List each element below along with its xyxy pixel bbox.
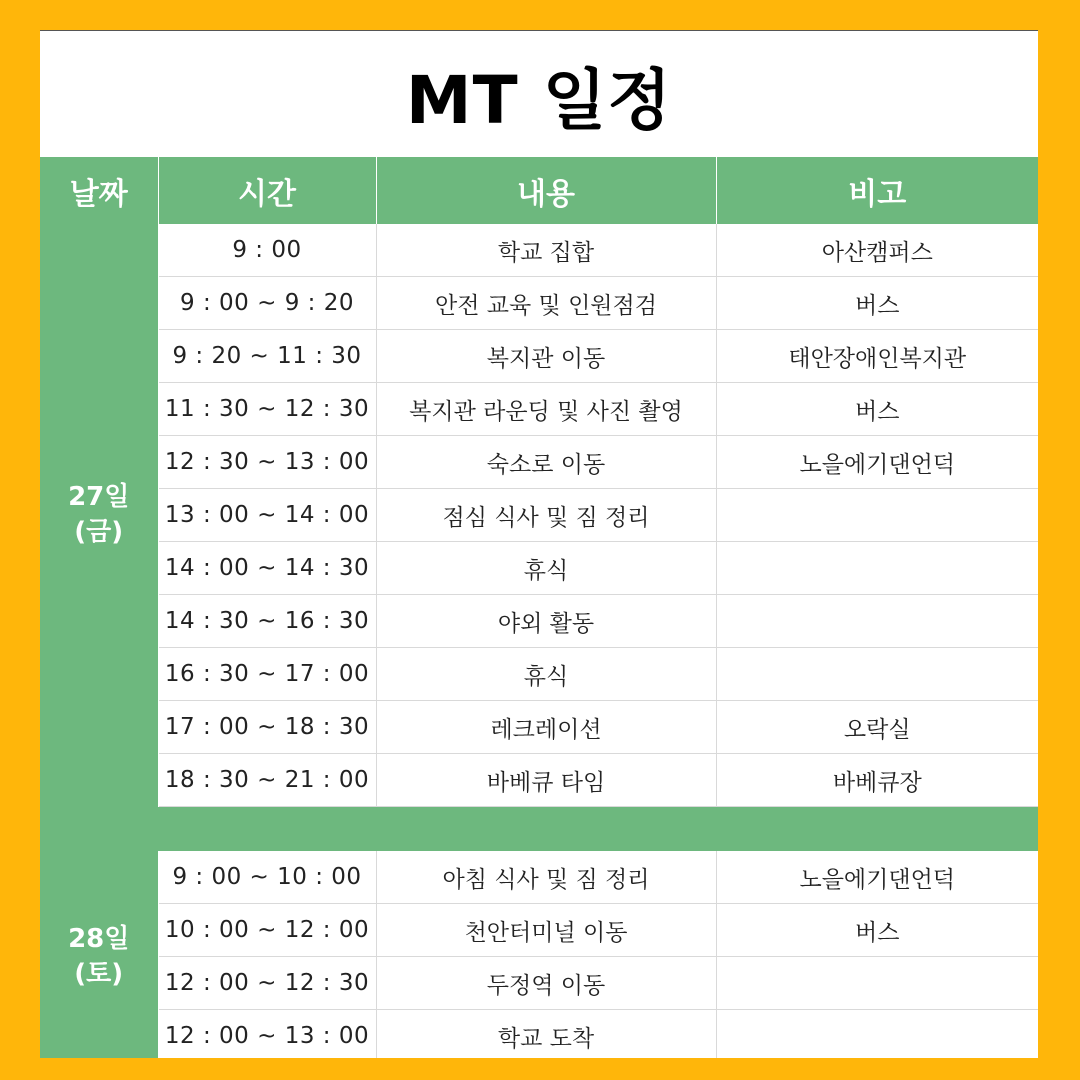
schedule-card	[40, 30, 1038, 1058]
row-content: 안전 교육 및 인원점검	[376, 277, 716, 330]
row-content: 숙소로 이동	[376, 436, 716, 489]
row-content: 레크레이션	[376, 701, 716, 754]
table-row	[40, 330, 1038, 383]
row-time: 12 : 30 ~ 13 : 00	[158, 436, 376, 489]
row-note	[716, 648, 1038, 701]
row-time: 9 : 00 ~ 9 : 20	[158, 277, 376, 330]
day2-date-line2: (토)	[74, 958, 124, 989]
header-time: 시간	[158, 157, 376, 224]
row-content: 복지관 라운딩 및 사진 촬영	[376, 383, 716, 436]
row-note	[716, 957, 1038, 1010]
row-content: 학교 집합	[376, 224, 716, 277]
table-row	[40, 851, 1038, 904]
row-time: 14 : 30 ~ 16 : 30	[158, 595, 376, 648]
day2-date-line1: 28일	[68, 923, 130, 954]
row-content: 휴식	[376, 648, 716, 701]
row-note: 오락실	[716, 701, 1038, 754]
schedule-table	[40, 157, 1038, 1058]
row-note: 아산캠퍼스	[716, 224, 1038, 277]
row-note: 버스	[716, 904, 1038, 957]
row-time: 9 : 20 ~ 11 : 30	[158, 330, 376, 383]
row-note: 노을에기댄언덕	[716, 436, 1038, 489]
row-note	[716, 595, 1038, 648]
table-row	[40, 489, 1038, 542]
row-content: 두정역 이동	[376, 957, 716, 1010]
row-content: 아침 식사 및 짐 정리	[376, 851, 716, 904]
table-row	[40, 383, 1038, 436]
page-title: MT 일정	[405, 61, 673, 139]
header-content: 내용	[376, 157, 716, 224]
row-time: 16 : 30 ~ 17 : 00	[158, 648, 376, 701]
row-content: 휴식	[376, 542, 716, 595]
row-time: 17 : 00 ~ 18 : 30	[158, 701, 376, 754]
row-content: 야외 활동	[376, 595, 716, 648]
separator-band	[40, 807, 1038, 852]
table-row	[40, 1010, 1038, 1059]
row-note: 버스	[716, 277, 1038, 330]
row-time: 12 : 00 ~ 12 : 30	[158, 957, 376, 1010]
header-note: 비고	[716, 157, 1038, 224]
row-note: 버스	[716, 383, 1038, 436]
row-content: 복지관 이동	[376, 330, 716, 383]
row-time: 12 : 00 ~ 13 : 00	[158, 1010, 376, 1059]
table-row	[40, 436, 1038, 489]
table-row	[40, 224, 1038, 277]
table-header-row	[40, 157, 1038, 224]
row-time: 13 : 00 ~ 14 : 00	[158, 489, 376, 542]
row-note	[716, 1010, 1038, 1059]
header-date: 날짜	[40, 157, 158, 224]
row-time: 11 : 30 ~ 12 : 30	[158, 383, 376, 436]
day2-date-cell	[40, 851, 158, 1058]
table-row	[40, 701, 1038, 754]
row-note	[716, 542, 1038, 595]
table-row	[40, 595, 1038, 648]
row-note: 노을에기댄언덕	[716, 851, 1038, 904]
row-time: 14 : 00 ~ 14 : 30	[158, 542, 376, 595]
table-row	[40, 957, 1038, 1010]
row-content: 점심 식사 및 짐 정리	[376, 489, 716, 542]
table-row	[40, 277, 1038, 330]
row-time: 18 : 30 ~ 21 : 00	[158, 754, 376, 807]
row-content: 학교 도착	[376, 1010, 716, 1059]
row-content: 천안터미널 이동	[376, 904, 716, 957]
day-separator	[40, 807, 1038, 852]
day1-date-cell: 27일 (금)	[40, 224, 158, 807]
row-note: 태안장애인복지관	[716, 330, 1038, 383]
row-time: 9 : 00 ~ 10 : 00	[158, 851, 376, 904]
table-row	[40, 754, 1038, 807]
row-time: 9 : 00	[158, 224, 376, 277]
row-content: 바베큐 타임	[376, 754, 716, 807]
row-time: 10 : 00 ~ 12 : 00	[158, 904, 376, 957]
table-row	[40, 542, 1038, 595]
row-note	[716, 489, 1038, 542]
table-row	[40, 904, 1038, 957]
row-note: 바베큐장	[716, 754, 1038, 807]
table-row	[40, 648, 1038, 701]
